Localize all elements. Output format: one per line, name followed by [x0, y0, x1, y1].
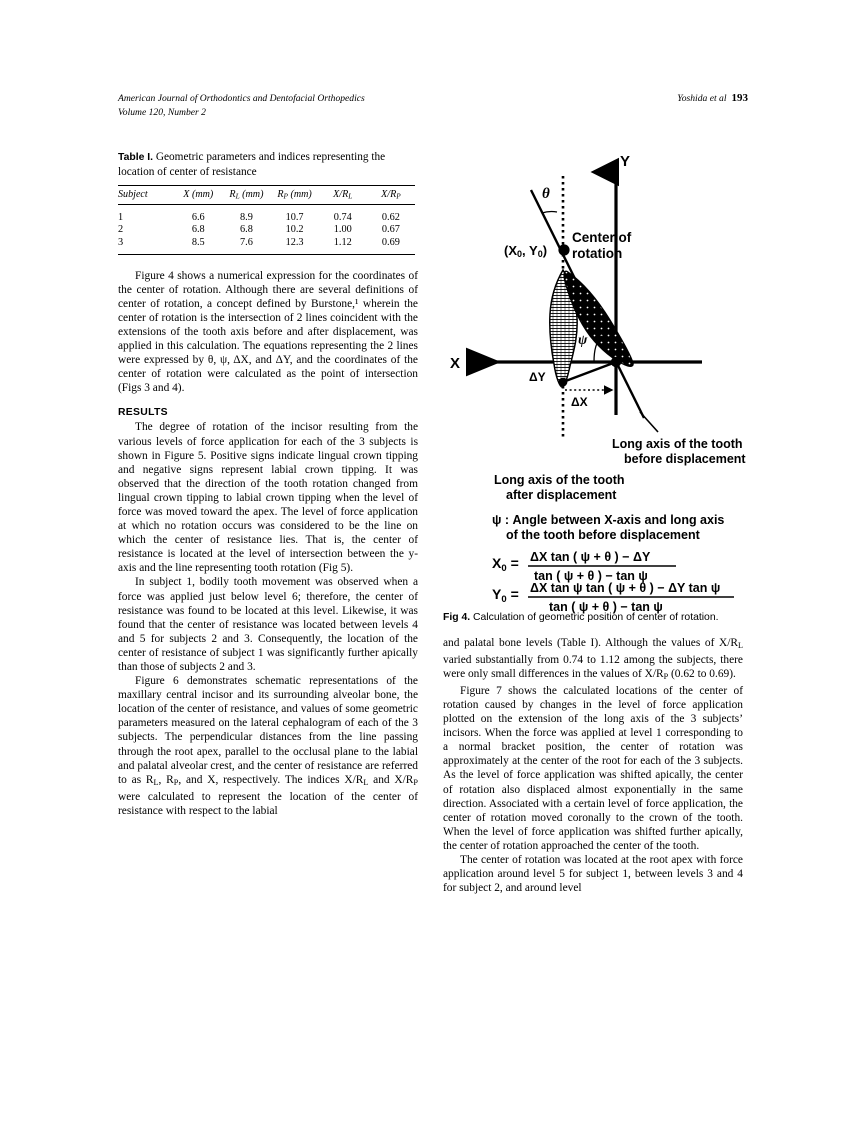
running-head-authors: Yoshida et al: [677, 93, 727, 104]
paragraph-results-3-part-d: and X/R: [368, 773, 414, 786]
figure-4: [443, 150, 745, 624]
running-head-journal: American Journal of Orthodontics and Dentofacial Orthopedics: [118, 93, 365, 104]
cell-x-rl: 1.00: [333, 224, 352, 236]
table-bottom-rule: [118, 254, 415, 255]
table-row: [118, 224, 415, 236]
paragraph-figure-7: Figure 7 shows the calculated locations of the center of rotation caused by changes in the level of force application plotted on the extension of the long axis of the 3 subjects’ incisors. When the force was applied at level 1 corresponding to a normal bracket position, the center of rotation was approximately at the center of the root for each of the 3 subjects. As the level of force application was shifted apically, the center of rotation also displaced almost exponentially in the same direction. Associated with a certain level of force application, the center of rotation moved coronally to the crown of the tooth. When the level of force application was shifted further apically, the center of rotation approached the center of the tooth.: [443, 684, 743, 852]
right-column-text: [443, 636, 743, 895]
equation-2-denominator: tan ( ψ + θ ) − tan ψ: [549, 600, 663, 614]
running-head-right: [677, 92, 748, 106]
column-header-rl: $R_L$ (mm): [222, 185, 270, 205]
paragraph-continued-part-b: varied substantially from 0.74 to 1.12 among the subjects, there were only small differences in the values of X/R: [443, 653, 743, 680]
table-1: [118, 185, 415, 255]
equation-1-numerator: ΔX tan ( ψ + θ ) − ΔY: [530, 550, 651, 564]
table-1-foot: [118, 254, 415, 255]
paragraph-results-3-part-e: were calculated to represent the location of the center of resistance with respect to the labial: [118, 790, 418, 817]
delta-y-label: ΔY: [529, 370, 546, 384]
subscript-l: L: [153, 777, 159, 787]
paragraph-last: The center of rotation was located at the root apex with force application around level 5 for subject 1, between levels 3 and 4 for subject 2, and around level: [443, 854, 743, 895]
delta-x-label: ΔX: [571, 395, 588, 409]
theta-label: θ: [542, 186, 550, 202]
long-axis-after-label-line1: Long axis of the tooth: [494, 473, 625, 487]
paragraph-results-3-part-c: , and X, respectively. The indices X/R: [178, 773, 364, 786]
equation-1-lhs: $X_0$ =: [492, 555, 519, 574]
center-of-rotation-label-line1: Center of: [572, 230, 632, 245]
paragraph-results-1: The degree of rotation of the incisor resulting from the various levels of force application for each of the 3 subjects is shown in Figure 5. Positive signs indicate lingual crown tipping and negative signs represent labial crown tipping. It was observed that the direction of the tooth rotation changed from lingual crown tipping to labial crown tipping when the level of force was moved toward the apex. The level of force application at which no rotation occurs was considered to be the line on which the center of resistance lies. That is, the center of resistance is located at the level of intersection between the y-axis and the line representing tooth rotation (Fig 5).: [118, 421, 418, 575]
column-header-subject: Subject: [118, 185, 174, 205]
long-axis-after-label-line2: after displacement: [506, 488, 617, 502]
table-1-header-row: [118, 185, 415, 205]
cell-x: 6.6: [191, 212, 205, 224]
theta-angle-arc: [542, 211, 557, 213]
cell-rp: 12.3: [285, 236, 304, 248]
psi-definition-line2: of the tooth before displacement: [506, 528, 700, 542]
paragraph-results-2: In subject 1, bodily tooth movement was observed when a force was applied just below level 6; therefore, the center of resistance was found to be located at this level. Likewise, it was found that the center of resistance was located between levels 4 and 5 for subjects 2 and 3. Consequently, the location of the center of resistance of subject 1 was significantly further apically than those of subjects 2 and 3.: [118, 576, 418, 673]
psi-definition-line1: ψ : Angle between X-axis and long axis: [492, 513, 725, 527]
cell-x-rp: 0.62: [381, 212, 400, 224]
long-axis-before-label-line1: Long axis of the tooth: [612, 437, 743, 451]
cell-subject: 3: [118, 236, 124, 248]
cell-x-rl: 1.12: [333, 236, 352, 248]
paragraph-continued-part-c: (0.62 to 0.69).: [668, 667, 736, 680]
page-number: 193: [731, 92, 748, 104]
x-axis-label: X: [450, 355, 461, 372]
table-1-caption-text: Geometric parameters and indices representing the location of center of resistance: [118, 151, 386, 179]
table-1-wrapper: [118, 150, 418, 255]
cell-x-rp: 0.69: [381, 236, 400, 248]
cell-rp: 10.7: [285, 212, 304, 224]
table-1-body: [118, 205, 415, 254]
column-header-x-rp: $X/R_P$: [367, 185, 415, 205]
center-of-rotation-coordinates-label: (X0, Y0): [504, 243, 548, 259]
cell-rl: 8.9: [239, 212, 253, 224]
center-of-rotation-point: [558, 244, 569, 255]
subscript-l: L: [737, 640, 743, 650]
equation-2-numerator: ΔX tan ψ tan ( ψ + θ ) − ΔY tan ψ: [530, 581, 721, 595]
cell-x-rp: 0.67: [381, 224, 400, 236]
equation-1-denominator: tan ( ψ + θ ) − tan ψ: [534, 569, 648, 583]
table-1-label: Table I.: [118, 152, 154, 163]
long-axis-before-leader-line: [640, 412, 658, 432]
running-head-volume: Volume 120, Number 2: [118, 106, 206, 118]
long-axis-before-label-line2: before displacement: [624, 452, 746, 466]
paragraph-continued: [443, 636, 743, 684]
figure-4-diagram: [444, 150, 746, 614]
column-header-x-rl: $X/R_L$: [319, 185, 367, 205]
paragraph-results-3-part-a: Figure 6 demonstrates schematic representations of the maxillary central incisor and its surrounding alveolar bone, the location of the center of resistance, and values of some geometric parameters measured on the lateral cephalogram of each of the 3 subjects. The perpendicular distances from the line passing through the root apex, parallel to the occlusal plane to the labial and palatal alveolar crest, and the center of resistance are referred to as R: [118, 675, 418, 786]
column-header-x: X (mm): [174, 185, 222, 205]
cell-x-rl: 0.74: [333, 212, 352, 224]
cell-subject: 2: [118, 224, 124, 236]
equation-2-lhs: $Y_0$ =: [492, 586, 519, 605]
figure-4-caption: [443, 611, 745, 624]
table-row: [118, 205, 415, 224]
cell-x: 6.8: [191, 224, 205, 236]
section-heading-results: RESULTS: [118, 407, 168, 419]
y-axis-label: Y: [620, 153, 631, 170]
table-1-caption: [118, 150, 418, 180]
figure-4-label: Fig 4.: [443, 612, 471, 623]
subscript-p: P: [173, 777, 179, 787]
subscript-l: L: [363, 777, 369, 787]
subscript-p: P: [413, 777, 418, 787]
column-header-rp: $R_P$ (mm): [271, 185, 319, 205]
center-of-rotation-label-line2: rotation: [572, 246, 623, 261]
cell-rp: 10.2: [285, 224, 304, 236]
psi-label: ψ: [578, 333, 588, 348]
figure-4-caption-text: Calculation of geometric position of center of rotation.: [470, 612, 719, 623]
cell-x: 8.5: [191, 236, 205, 248]
left-column: [118, 150, 418, 818]
cell-subject: 1: [118, 212, 124, 224]
cell-rl: 6.8: [239, 224, 253, 236]
paragraph-continued-part-a: and palatal bone levels (Table I). Although the values of X/R: [443, 637, 738, 649]
right-column: [443, 150, 746, 895]
table-row: [118, 236, 415, 254]
paragraph-results-3-part-b: , R: [158, 773, 174, 786]
paragraph-figure-4-description: Figure 4 shows a numerical expression for the coordinates of the center of rotation. Although there are several definitions of center of rotation, a concept defined by Burstone,¹ wherein the center of rotation is the intersection of 2 lines coincident with the extensions of the tooth axis before and after displacement, was applied in this calculation. The equations representing the 2 lines were expressed by θ, ψ, ΔX, and ΔY, and the coordinates of the center of rotation were calculated as the point of intersection (Figs 3 and 4).: [118, 269, 418, 395]
cell-rl: 7.6: [239, 236, 253, 248]
running-head: [118, 92, 748, 119]
paragraph-results-3: [118, 674, 418, 818]
subscript-p: P: [663, 671, 669, 681]
table-1-head: [118, 185, 415, 205]
